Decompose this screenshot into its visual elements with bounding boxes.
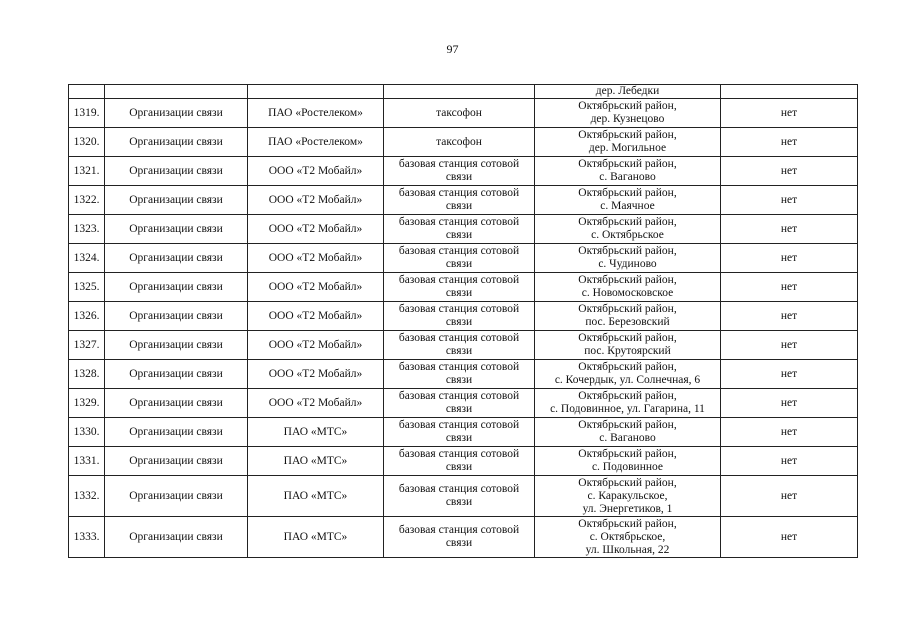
cell-num: 1320. [69,128,105,157]
table-row [69,302,858,331]
cell-value: нет [721,215,858,244]
cell-object: базовая станция сотовой связи [384,447,535,476]
table-row [69,447,858,476]
cell-category: Организации связи [105,302,248,331]
address-line: Октябрьский район, [578,129,677,141]
table-row [69,331,858,360]
address-line: дер. Могильное [588,142,667,154]
cell-organization: ООО «Т2 Мобайл» [248,302,384,331]
cell-category: Организации связи [105,360,248,389]
table-row [69,215,858,244]
cell-object: базовая станция сотовой связи [384,186,535,215]
address-line: с. Чудиново [598,258,657,270]
cell-value: нет [721,331,858,360]
cell-object: базовая станция сотовой связи [384,273,535,302]
cell-value: нет [721,302,858,331]
cell-organization: ПАО «МТС» [248,418,384,447]
cell-object: базовая станция сотовой связи [384,302,535,331]
cell-num: 1333. [69,517,105,558]
cell-address [535,476,721,517]
address-line: с. Октябрьское [591,229,664,241]
address-line: Октябрьский район, [578,332,677,344]
cell-object: базовая станция сотовой связи [384,517,535,558]
address-line: Октябрьский район, [578,476,677,489]
table-row [69,517,858,558]
table-row [69,476,858,517]
cell-value: нет [721,157,858,186]
address-line: Октябрьский район, [578,419,677,431]
cell-object [384,85,535,99]
table-row [69,186,858,215]
cell-value: нет [721,99,858,128]
cell-value: нет [721,244,858,273]
table-row [69,389,858,418]
cell-organization: ООО «Т2 Мобайл» [248,157,384,186]
cell-category: Организации связи [105,447,248,476]
cell-category: Организации связи [105,186,248,215]
cell-address [535,389,721,418]
cell-address [535,273,721,302]
address-line: Октябрьский район, [578,100,677,112]
address-line: Октябрьский район, [578,390,677,402]
address-line: дер. Кузнецово [590,113,665,125]
cell-address [535,128,721,157]
address-line: ул. Энергетиков, 1 [582,502,673,515]
address-line: с. Ваганово [599,432,656,444]
cell-category: Организации связи [105,517,248,558]
cell-address: дер. Лебедки [535,85,721,99]
address-line: с. Подовинное, ул. Гагарина, 11 [550,403,705,415]
cell-object: базовая станция сотовой связи [384,418,535,447]
cell-category: Организации связи [105,157,248,186]
cell-num: 1327. [69,331,105,360]
cell-organization: ООО «Т2 Мобайл» [248,186,384,215]
cell-address [535,99,721,128]
cell-category: Организации связи [105,476,248,517]
cell-organization: ООО «Т2 Мобайл» [248,244,384,273]
address-line: пос. Березовский [585,316,670,328]
address-line: с. Октябрьское, [589,530,666,543]
cell-address [535,418,721,447]
cell-organization: ПАО «МТС» [248,517,384,558]
cell-num: 1331. [69,447,105,476]
cell-value: нет [721,186,858,215]
cell-value: нет [721,389,858,418]
address-line: с. Ваганово [599,171,656,183]
cell-num: 1325. [69,273,105,302]
address-line: с. Кочердык, ул. Солнечная, 6 [554,374,701,386]
cell-organization: ООО «Т2 Мобайл» [248,389,384,418]
address-line: с. Новомосковское [581,287,674,299]
address-line: Октябрьский район, [578,448,677,460]
cell-value: нет [721,360,858,389]
address-line: Октябрьский район, [578,517,677,530]
cell-category: Организации связи [105,215,248,244]
cell-address [535,331,721,360]
cell-object: базовая станция сотовой связи [384,389,535,418]
cell-organization: ПАО «Ростелеком» [248,99,384,128]
cell-value: нет [721,476,858,517]
address-line: Октябрьский район, [578,361,677,373]
cell-address [535,244,721,273]
address-line: Октябрьский район, [578,303,677,315]
cell-value: нет [721,273,858,302]
table-row [69,99,858,128]
cell-object: базовая станция сотовой связи [384,331,535,360]
cell-num: 1329. [69,389,105,418]
address-line: с. Маячное [600,200,655,212]
cell-address [535,302,721,331]
cell-category: Организации связи [105,128,248,157]
register-table [68,84,858,558]
cell-value [721,85,858,99]
cell-organization: ООО «Т2 Мобайл» [248,215,384,244]
table-row-continuation [69,85,858,99]
cell-num: 1321. [69,157,105,186]
cell-object: базовая станция сотовой связи [384,244,535,273]
cell-object: базовая станция сотовой связи [384,215,535,244]
address-line: пос. Крутоярский [584,345,671,357]
cell-object: таксофон [384,128,535,157]
cell-category: Организации связи [105,99,248,128]
address-line: ул. Школьная, 22 [585,543,670,556]
cell-organization: ПАО «Ростелеком» [248,128,384,157]
cell-address [535,215,721,244]
address-line: Октябрьский район, [578,216,677,228]
cell-num: 1323. [69,215,105,244]
address-line: с. Подовинное [591,461,664,473]
cell-num: 1319. [69,99,105,128]
table-row [69,418,858,447]
cell-organization [248,85,384,99]
cell-object: таксофон [384,99,535,128]
address-line: Октябрьский район, [578,158,677,170]
cell-num: 1326. [69,302,105,331]
cell-address [535,157,721,186]
cell-address [535,186,721,215]
cell-value: нет [721,447,858,476]
cell-category: Организации связи [105,331,248,360]
cell-address [535,447,721,476]
cell-category [105,85,248,99]
address-line: с. Каракульское, [587,489,668,502]
cell-organization: ПАО «МТС» [248,476,384,517]
cell-value: нет [721,128,858,157]
cell-num: 1322. [69,186,105,215]
cell-value: нет [721,418,858,447]
cell-organization: ООО «Т2 Мобайл» [248,273,384,302]
table-row [69,128,858,157]
cell-num: 1328. [69,360,105,389]
table-row [69,273,858,302]
cell-category: Организации связи [105,389,248,418]
cell-num: 1332. [69,476,105,517]
cell-organization: ПАО «МТС» [248,447,384,476]
cell-num: 1324. [69,244,105,273]
page-number: 97 [446,42,459,56]
cell-num [69,85,105,99]
cell-address [535,517,721,558]
cell-object: базовая станция сотовой связи [384,157,535,186]
table-row [69,157,858,186]
table-row [69,360,858,389]
address-line: Октябрьский район, [578,187,677,199]
table-body [69,85,858,558]
cell-category: Организации связи [105,273,248,302]
cell-category: Организации связи [105,244,248,273]
cell-address [535,360,721,389]
cell-object: базовая станция сотовой связи [384,360,535,389]
cell-organization: ООО «Т2 Мобайл» [248,331,384,360]
cell-object: базовая станция сотовой связи [384,476,535,517]
cell-organization: ООО «Т2 Мобайл» [248,360,384,389]
cell-value: нет [721,517,858,558]
address-line: Октябрьский район, [578,245,677,257]
address-line: Октябрьский район, [578,274,677,286]
cell-category: Организации связи [105,418,248,447]
table-row [69,244,858,273]
cell-num: 1330. [69,418,105,447]
